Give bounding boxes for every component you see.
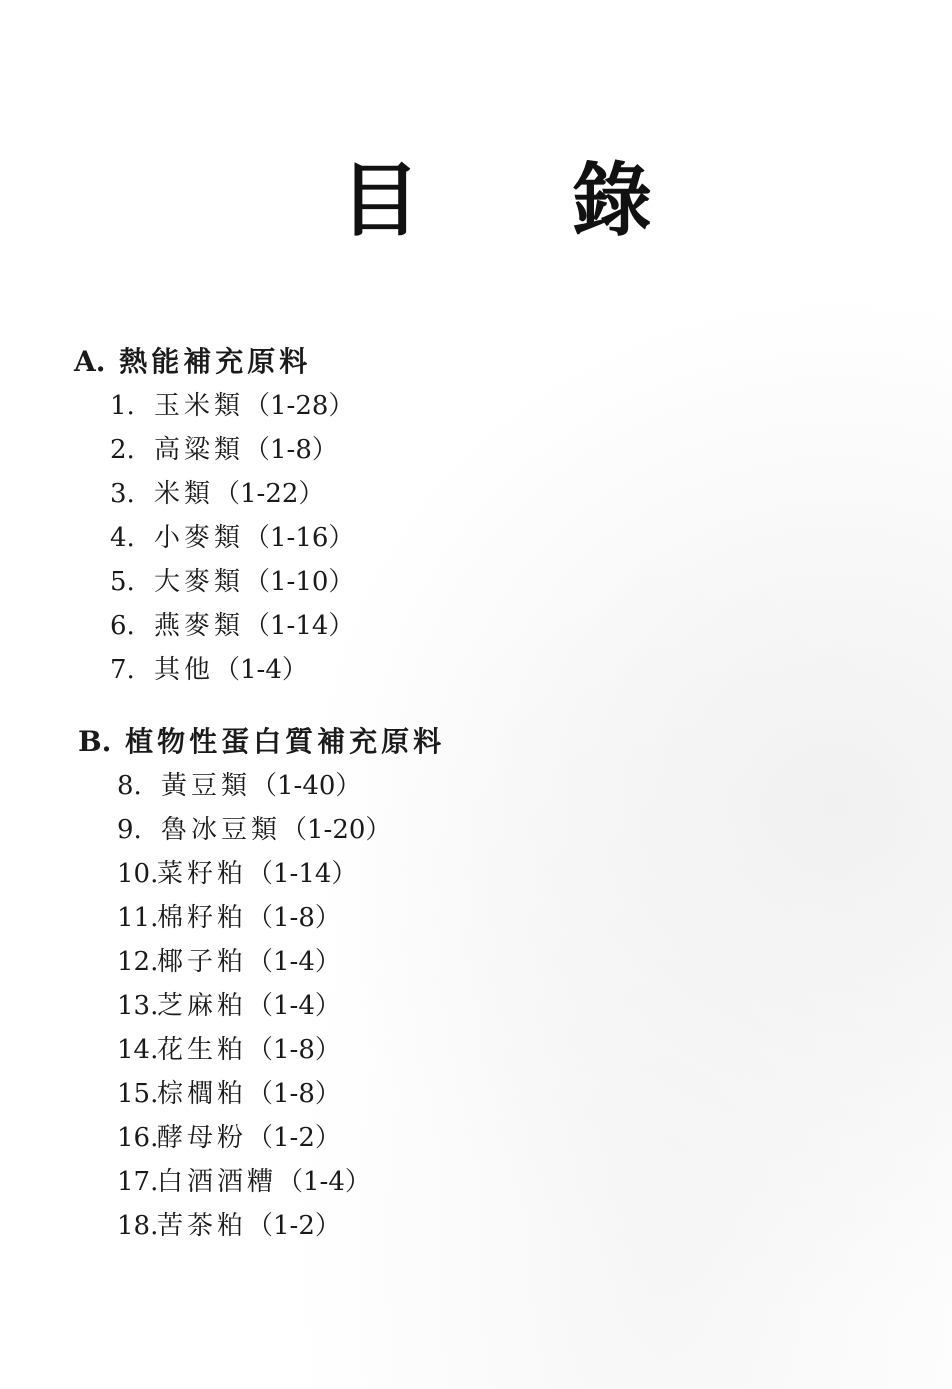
entry-number: 10. <box>117 859 159 889</box>
entry-number: 15. <box>117 1079 159 1109</box>
entry-name: 魯冰豆類 <box>161 815 282 845</box>
entry-name: 小麥類 <box>154 523 245 553</box>
entry-name: 棕櫚粕 <box>157 1079 248 1109</box>
entry-name: 黃豆類 <box>161 771 252 801</box>
section-letter: A. <box>74 345 106 378</box>
entry-number: 9. <box>117 815 142 845</box>
toc-entry <box>0 940 952 984</box>
entry-range: （1-14） <box>247 859 358 889</box>
entry-number: 11. <box>117 903 159 933</box>
toc-entry <box>0 1160 952 1204</box>
entry-range: （1-40） <box>251 771 362 801</box>
entry-name: 玉米類 <box>154 391 245 421</box>
entry-name: 高粱類 <box>154 435 245 465</box>
section-heading <box>0 340 952 384</box>
entry-range: （1-8） <box>244 435 338 465</box>
section-b <box>0 720 952 1248</box>
entry-range: （1-20） <box>281 815 392 845</box>
entry-number: 2. <box>110 435 135 465</box>
entry-name: 酵母粉 <box>157 1123 248 1153</box>
toc-entry <box>0 1072 952 1116</box>
entry-name: 其他 <box>154 655 215 685</box>
entry-name: 花生粕 <box>157 1035 248 1065</box>
entry-name: 棉籽粕 <box>157 903 248 933</box>
entry-number: 16. <box>117 1123 159 1153</box>
entry-number: 6. <box>110 611 135 641</box>
entry-range: （1-4） <box>277 1167 371 1197</box>
entry-number: 3. <box>110 479 135 509</box>
toc-entry <box>0 648 952 692</box>
entry-range: （1-4） <box>214 655 308 685</box>
section-a <box>0 340 952 692</box>
entry-number: 4. <box>110 523 135 553</box>
toc-entry <box>0 384 952 428</box>
entry-number: 18. <box>117 1211 159 1241</box>
entry-name: 苦茶粕 <box>157 1211 248 1241</box>
entry-range: （1-8） <box>247 1035 341 1065</box>
entry-range: （1-16） <box>244 523 355 553</box>
page-title: 目 錄 <box>340 153 714 247</box>
toc-entry <box>0 808 952 852</box>
entry-range: （1-22） <box>214 479 325 509</box>
toc-entry <box>0 1116 952 1160</box>
section-heading <box>0 720 952 764</box>
entry-range: （1-2） <box>247 1123 341 1153</box>
toc-entry <box>0 472 952 516</box>
entry-number: 8. <box>117 771 142 801</box>
entry-number: 13. <box>117 991 159 1021</box>
entry-name: 菜籽粕 <box>157 859 248 889</box>
section-label: 植物性蛋白質補充原料 <box>125 725 446 758</box>
toc-entry <box>0 896 952 940</box>
toc-entry <box>0 984 952 1028</box>
toc-entry <box>0 1204 952 1248</box>
entry-range: （1-28） <box>244 391 355 421</box>
toc-entry <box>0 764 952 808</box>
toc-entry <box>0 428 952 472</box>
entry-range: （1-14） <box>244 611 355 641</box>
entry-range: （1-2） <box>247 1211 341 1241</box>
entry-number: 17. <box>117 1167 159 1197</box>
entry-range: （1-10） <box>244 567 355 597</box>
entry-name: 燕麥類 <box>154 611 245 641</box>
entry-number: 5. <box>110 567 135 597</box>
entry-number: 12. <box>117 947 159 977</box>
entry-list <box>0 764 952 1248</box>
toc-entry <box>0 852 952 896</box>
section-letter: B. <box>78 725 112 758</box>
entry-number: 7. <box>110 655 135 685</box>
toc-entry <box>0 1028 952 1072</box>
entry-number: 1. <box>110 391 135 421</box>
toc-entry <box>0 516 952 560</box>
entry-name: 椰子粕 <box>157 947 248 977</box>
section-label: 熱能補充原料 <box>119 345 312 378</box>
entry-name: 大麥類 <box>154 567 245 597</box>
entry-list <box>0 384 952 692</box>
entry-range: （1-4） <box>247 947 341 977</box>
entry-name: 白酒酒糟 <box>157 1167 278 1197</box>
entry-range: （1-8） <box>247 903 341 933</box>
entry-range: （1-8） <box>247 1079 341 1109</box>
entry-range: （1-4） <box>247 991 341 1021</box>
toc-entry <box>0 560 952 604</box>
entry-name: 米類 <box>154 479 215 509</box>
entry-number: 14. <box>117 1035 159 1065</box>
toc-entry <box>0 604 952 648</box>
entry-name: 芝麻粕 <box>157 991 248 1021</box>
